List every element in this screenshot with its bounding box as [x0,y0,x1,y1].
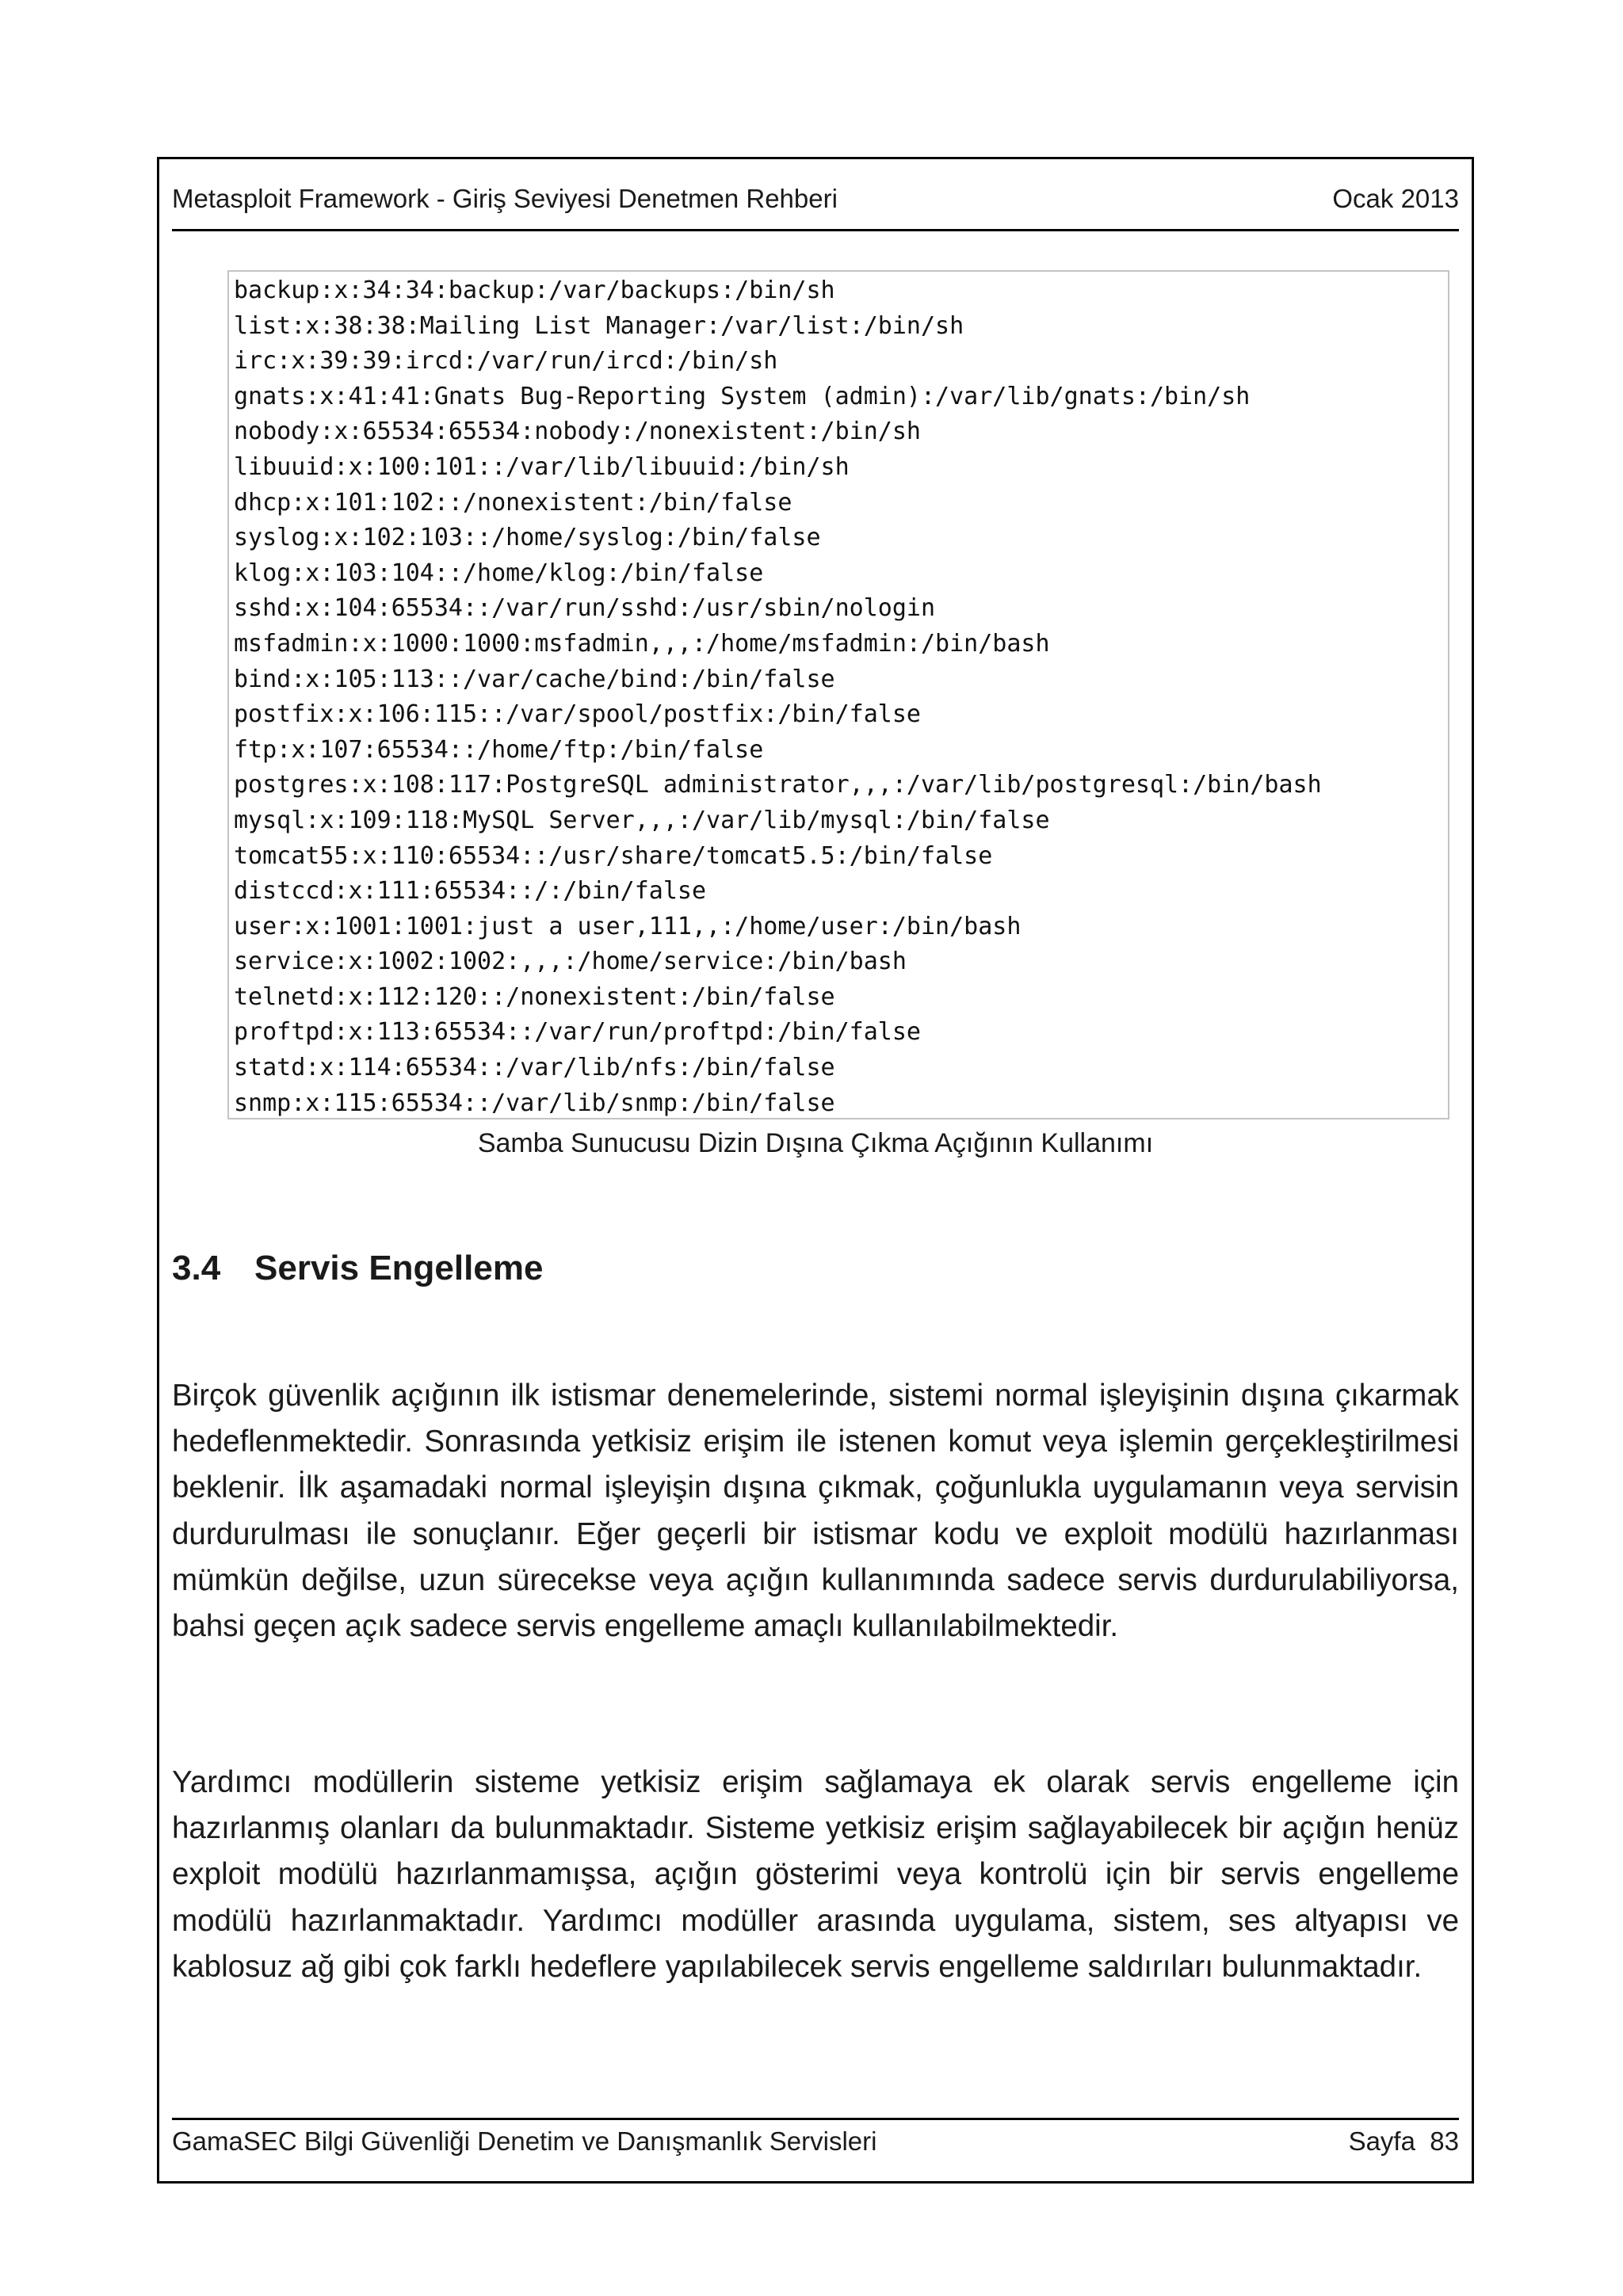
section-heading [172,1246,543,1291]
code-line: telnetd:x:112:120::/nonexistent:/bin/false [234,982,835,1011]
code-line: snmp:x:115:65534::/var/lib/snmp:/bin/false [234,1089,835,1117]
figure-caption: Samba Sunucusu Dizin Dışına Çıkma Açığının Kullanımı [477,1128,1154,1158]
body-paragraph: Yardımcı modüllerin sisteme yetkisiz erişim sağlamaya ek olarak servis engelleme için hazırlanmış olanları da bulunmaktadır. Sisteme yetkisiz erişim sağlayabilecek bir açığın henüz exploit modülü hazırlanmamışsa, açığın gösterimi veya kontrolü için bir servis engelleme modülü hazırlanmaktadır. Yardımcı modüller arasında uygulama, sistem, ses altyapısı ve kablosuz ağ gibi çok farklı hedeflere yapılabilecek servis engelleme saldırıları bulunmaktadır. [172,1765,1459,1984]
code-line: statd:x:114:65534::/var/lib/nfs:/bin/false [234,1054,835,1082]
code-line: nobody:x:65534:65534:nobody:/nonexistent:/bin/sh [234,418,921,446]
code-line: gnats:x:41:41:Gnats Bug-Reporting System (admin):/var/lib/gnats:/bin/sh [234,382,1251,410]
footer-company: GamaSEC Bilgi Güvenliği Denetim ve Danışmanlık Servisleri [172,2126,877,2156]
code-line: service:x:1002:1002:,,,:/home/service:/bin/bash [234,948,907,976]
body-paragraph: Birçok güvenlik açığının ilk istismar denemelerinde, sistemi normal işleyişinin dışına çıkarmak hedeflenmektedir. Sonrasında yetkisiz erişim ile istenen komut veya işlemin gerçekleştirilmesi beklenir. İlk aşamadaki normal işleyişin dışına çıkmak, çoğunlukla uygulamanın veya servisin durdurulması ile sonuçlanır. Eğer geçerli bir istismar kodu ve exploit modülü hazırlanması mümkün değilse, uzun sürecekse veya açığın kullanımında sadece servis durdurulabiliyorsa, bahsi geçen açık sadece servis engelleme amaçlı kullanılabilmektedir. [172,1379,1459,1644]
code-line: klog:x:103:104::/home/klog:/bin/false [234,559,764,587]
code-line: user:x:1001:1001:just a user,111,,:/home/user:/bin/bash [234,912,1022,940]
code-line: sshd:x:104:65534::/var/run/sshd:/usr/sbin/nologin [234,594,936,623]
code-line: postfix:x:106:115::/var/spool/postfix:/bin/false [234,700,921,729]
code-line: ftp:x:107:65534::/home/ftp:/bin/false [234,735,764,764]
code-line: mysql:x:109:118:MySQL Server,,,:/var/lib/mysql:/bin/false [234,806,1050,834]
page-footer [172,2118,1459,2158]
code-line: irc:x:39:39:ircd:/var/run/ircd:/bin/sh [234,347,778,376]
code-line: postgres:x:108:117:PostgreSQL administrator,,,:/var/lib/postgresql:/bin/bash [234,771,1322,799]
code-line: dhcp:x:101:102::/nonexistent:/bin/false [234,488,792,517]
code-line: tomcat55:x:110:65534::/usr/share/tomcat5.5:/bin/false [234,841,993,870]
page-number: Sayfa 83 [1348,2126,1459,2156]
code-line: list:x:38:38:Mailing List Manager:/var/list:/bin/sh [234,311,964,340]
header-title: Metasploit Framework - Giriş Seviyesi Denetmen Rehberi [172,184,838,213]
header-date: Ocak 2013 [1332,184,1459,213]
section-number: 3.4 [172,1249,221,1287]
code-line: distccd:x:111:65534::/:/bin/false [234,877,707,906]
page-frame [157,157,1474,2183]
page-header [172,181,1459,231]
code-line: msfadmin:x:1000:1000:msfadmin,,,:/home/msfadmin:/bin/bash [234,629,1050,658]
code-line: libuuid:x:100:101::/var/lib/libuuid:/bin/sh [234,452,850,481]
section-title: Servis Engelleme [254,1249,544,1287]
code-line: bind:x:105:113::/var/cache/bind:/bin/false [234,665,835,693]
code-line: syslog:x:102:103::/home/syslog:/bin/false [234,524,821,552]
code-line: backup:x:34:34:backup:/var/backups:/bin/sh [234,277,835,304]
code-line: proftpd:x:113:65534::/var/run/proftpd:/bin/false [234,1018,921,1047]
code-listing [227,270,1449,1119]
